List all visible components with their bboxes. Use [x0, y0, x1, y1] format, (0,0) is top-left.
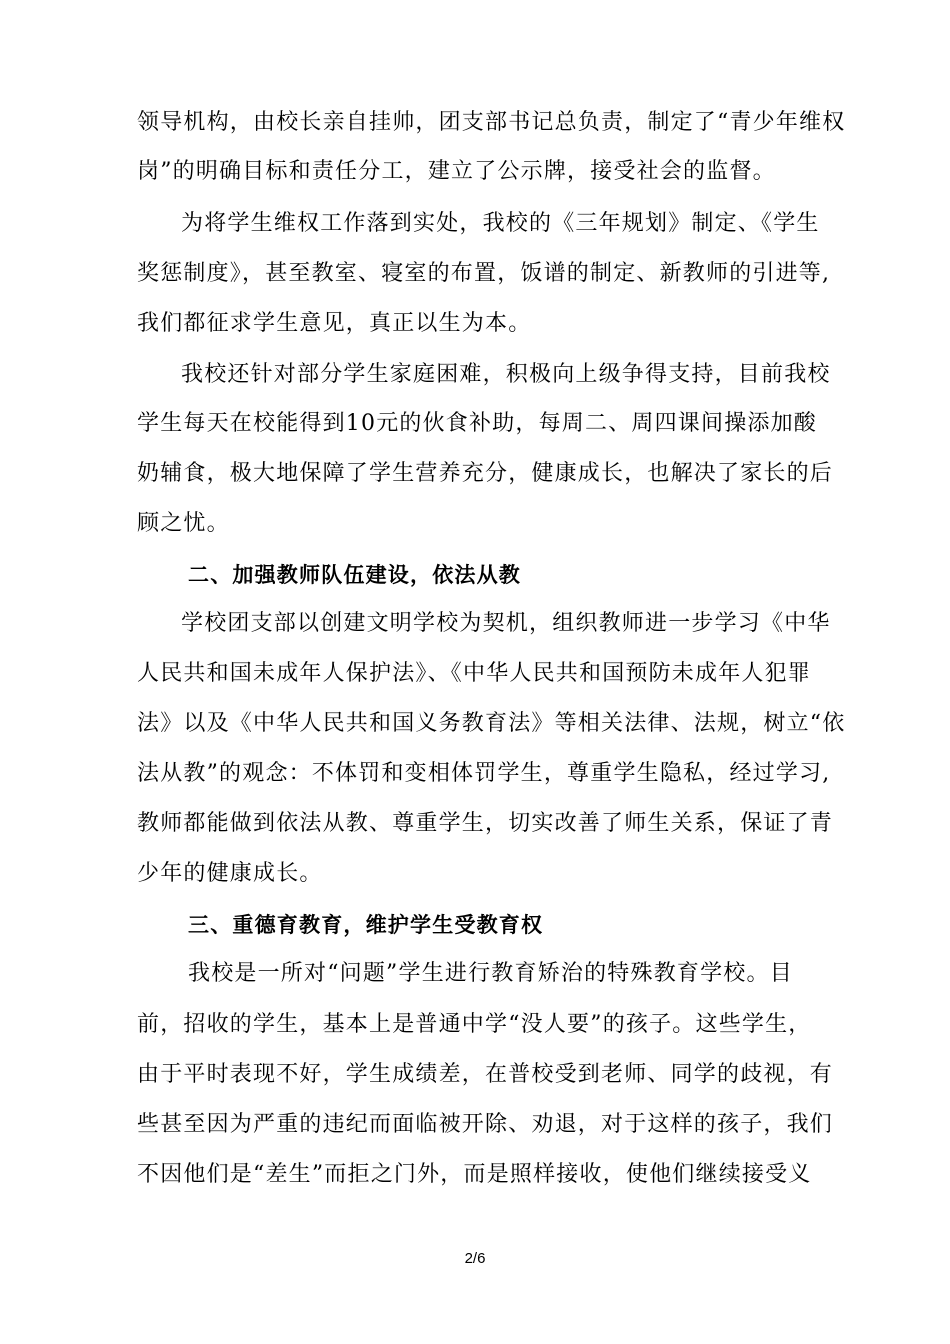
paragraph-line: 为将学生维权工作落到实处，我校的《三年规划》制定、《学生 [181, 211, 820, 236]
paragraph-line: 领导机构，由校长亲自挂帅，团支部书记总负责，制定了“青少年维权 [137, 110, 846, 135]
section-heading: 三、重德育教育，维护学生受教育权 [188, 913, 544, 937]
paragraph-line: 不因他们是“差生”而拒之门外，而是照样接收，使他们继续接受义 [137, 1162, 812, 1187]
paragraph-line: 奖惩制度》，甚至教室、寝室的布置，饭谱的制定、新教师的引进等, [137, 261, 831, 286]
paragraph-line: 奶辅食，极大地保障了学生营养充分，健康成长，也解决了家长的后 [137, 461, 834, 486]
paragraph-line: 法》以及《中华人民共和国义务教育法》等相关法律、法规，树立“依 [137, 711, 846, 736]
paragraph-line: 顾之忧。 [137, 511, 230, 536]
paragraph-line: 学生每天在校能得到10元的伙食补助，每周二、周四课间操添加酸 [137, 411, 817, 436]
paragraph-line: 法从教”的观念：不体罚和变相体罚学生，尊重学生隐私，经过学习, [137, 761, 831, 786]
paragraph-line: 教师都能做到依法从教、尊重学生，切实改善了师生关系，保证了青 [137, 811, 834, 836]
paragraph-line: 少年的健康成长。 [137, 861, 323, 886]
paragraph-line: 学校团支部以创建文明学校为契机，组织教师进一步学习《中华 [181, 611, 831, 636]
paragraph-line: 我校还针对部分学生家庭困难，积极向上级争得支持，目前我校 [181, 362, 831, 387]
page-number: 2/6 [464, 1250, 486, 1267]
paragraph-line: 些甚至因为严重的违纪而面临被开除、劝退，对于这样的孩子，我们 [137, 1112, 834, 1137]
paragraph-line: 前，招收的学生，基本上是普通中学“没人要”的孩子。这些学生， [137, 1012, 812, 1037]
paragraph-line: 我校是一所对“问题”学生进行教育矫治的特殊教育学校。目 [188, 961, 793, 986]
section-heading: 二、加强教师队伍建设，依法从教 [188, 563, 521, 587]
paragraph-line: 我们都征求学生意见，真正以生为本。 [137, 311, 532, 336]
paragraph-line: 岗”的明确目标和责任分工，建立了公示牌，接受社会的监督。 [137, 159, 776, 184]
paragraph-line: 由于平时表现不好，学生成绩差，在普校受到老师、同学的歧视，有 [137, 1062, 834, 1087]
paragraph-line: 人民共和国未成年人保护法》、《中华人民共和国预防未成年人犯罪 [137, 661, 812, 686]
